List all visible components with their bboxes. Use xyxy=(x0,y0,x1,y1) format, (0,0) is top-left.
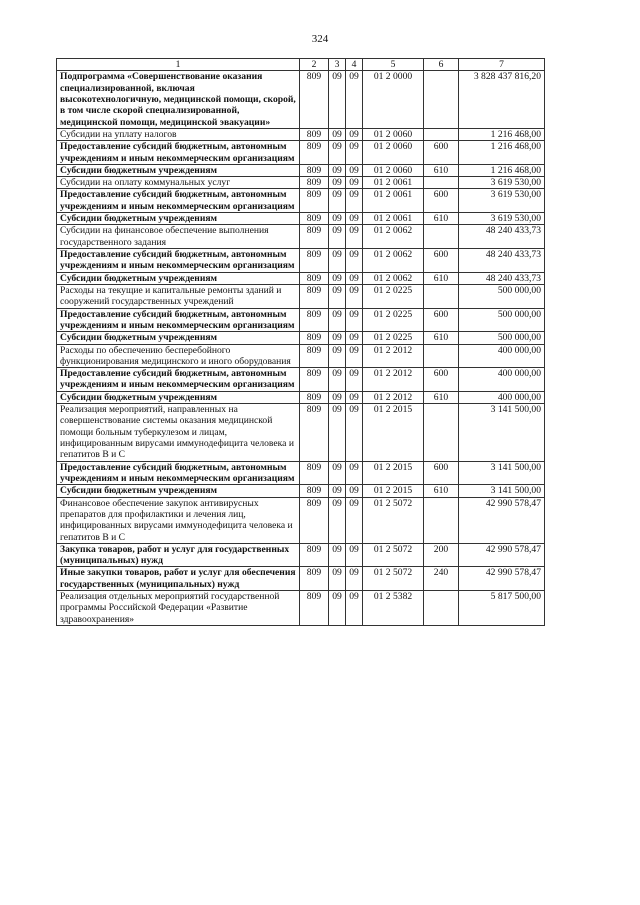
expense-type-cell: 600 xyxy=(424,249,459,273)
subsection-code-cell: 09 xyxy=(346,591,363,626)
row-name-cell: Субсидии бюджетным учреждениям xyxy=(57,391,300,403)
ministry-code-cell: 809 xyxy=(300,567,329,591)
ministry-code-cell: 809 xyxy=(300,249,329,273)
ministry-code-cell: 809 xyxy=(300,591,329,626)
ministry-code-cell: 809 xyxy=(300,284,329,308)
target-code-cell: 01 2 0061 xyxy=(363,213,424,225)
amount-cell: 400 000,00 xyxy=(459,344,545,368)
target-code-cell: 01 2 0060 xyxy=(363,141,424,165)
target-code-cell: 01 2 0225 xyxy=(363,308,424,332)
table-row xyxy=(57,71,545,129)
amount-cell: 400 000,00 xyxy=(459,368,545,392)
ministry-code-cell: 809 xyxy=(300,189,329,213)
amount-cell: 400 000,00 xyxy=(459,391,545,403)
subsection-code-cell: 09 xyxy=(346,567,363,591)
row-name-cell: Расходы по обеспечению бесперебойного функционирования медицинского и иного оборудования xyxy=(57,344,300,368)
row-name-cell: Предоставление субсидий бюджетным, автономным учреждениям и иным некоммерческим организациям xyxy=(57,461,300,485)
header-cell: 1 xyxy=(57,59,300,71)
target-code-cell: 01 2 0225 xyxy=(363,284,424,308)
amount-cell: 3 619 530,00 xyxy=(459,213,545,225)
ministry-code-cell: 809 xyxy=(300,344,329,368)
table-row xyxy=(57,249,545,273)
row-name-cell: Предоставление субсидий бюджетным, автономным учреждениям и иным некоммерческим организациям xyxy=(57,141,300,165)
table-row xyxy=(57,308,545,332)
expense-type-cell: 610 xyxy=(424,272,459,284)
table-row xyxy=(57,225,545,249)
expense-type-cell: 600 xyxy=(424,141,459,165)
target-code-cell: 01 2 0225 xyxy=(363,332,424,344)
row-name-cell: Субсидии бюджетным учреждениям xyxy=(57,213,300,225)
row-name-cell: Субсидии на финансовое обеспечение выполнения государственного задания xyxy=(57,225,300,249)
row-name-cell: Предоставление субсидий бюджетным, автономным учреждениям и иным некоммерческим организациям xyxy=(57,368,300,392)
target-code-cell: 01 2 2015 xyxy=(363,461,424,485)
target-code-cell: 01 2 5072 xyxy=(363,497,424,543)
subsection-code-cell: 09 xyxy=(346,344,363,368)
target-code-cell: 01 2 2015 xyxy=(363,485,424,497)
header-cell: 6 xyxy=(424,59,459,71)
target-code-cell: 01 2 2012 xyxy=(363,368,424,392)
ministry-code-cell: 809 xyxy=(300,213,329,225)
section-code-cell: 09 xyxy=(329,461,346,485)
section-code-cell: 09 xyxy=(329,567,346,591)
section-code-cell: 09 xyxy=(329,591,346,626)
section-code-cell: 09 xyxy=(329,485,346,497)
amount-cell: 42 990 578,47 xyxy=(459,543,545,567)
amount-cell: 500 000,00 xyxy=(459,284,545,308)
header-cell: 3 xyxy=(329,59,346,71)
table-row xyxy=(57,404,545,462)
target-code-cell: 01 2 0060 xyxy=(363,128,424,140)
target-code-cell: 01 2 0062 xyxy=(363,249,424,273)
amount-cell: 42 990 578,47 xyxy=(459,567,545,591)
row-name-cell: Субсидии на уплату налогов xyxy=(57,128,300,140)
expense-type-cell: 610 xyxy=(424,213,459,225)
amount-cell: 3 141 500,00 xyxy=(459,485,545,497)
expense-type-cell: 240 xyxy=(424,567,459,591)
amount-cell: 1 216 468,00 xyxy=(459,141,545,165)
expense-type-cell: 600 xyxy=(424,461,459,485)
subsection-code-cell: 09 xyxy=(346,177,363,189)
row-name-cell: Реализация мероприятий, направленных на совершенствование системы оказания медицинской помощи больным туберкулезом и лицам, инфицированным вирусами иммунодефицита человека и гепатитов В и С xyxy=(57,404,300,462)
section-code-cell: 09 xyxy=(329,177,346,189)
subsection-code-cell: 09 xyxy=(346,391,363,403)
ministry-code-cell: 809 xyxy=(300,332,329,344)
expense-type-cell: 610 xyxy=(424,485,459,497)
expense-type-cell xyxy=(424,71,459,129)
expense-type-cell xyxy=(424,128,459,140)
row-name-cell: Подпрограмма «Совершенствование оказания специализированной, включая высокотехнологичную, медицинской помощи, скорой, в том числе скорой специализированной, медицинской помощи, медицинской эвакуации» xyxy=(57,71,300,129)
target-code-cell: 01 2 0000 xyxy=(363,71,424,129)
table-row xyxy=(57,543,545,567)
expense-type-cell: 600 xyxy=(424,308,459,332)
table-row xyxy=(57,189,545,213)
ministry-code-cell: 809 xyxy=(300,164,329,176)
ministry-code-cell: 809 xyxy=(300,272,329,284)
expense-type-cell xyxy=(424,225,459,249)
table-row xyxy=(57,332,545,344)
subsection-code-cell: 09 xyxy=(346,461,363,485)
subsection-code-cell: 09 xyxy=(346,249,363,273)
expense-type-cell xyxy=(424,591,459,626)
target-code-cell: 01 2 2012 xyxy=(363,344,424,368)
subsection-code-cell: 09 xyxy=(346,543,363,567)
section-code-cell: 09 xyxy=(329,164,346,176)
target-code-cell: 01 2 2012 xyxy=(363,391,424,403)
table-row xyxy=(57,177,545,189)
header-cell: 4 xyxy=(346,59,363,71)
ministry-code-cell: 809 xyxy=(300,308,329,332)
section-code-cell: 09 xyxy=(329,344,346,368)
subsection-code-cell: 09 xyxy=(346,272,363,284)
amount-cell: 1 216 468,00 xyxy=(459,128,545,140)
section-code-cell: 09 xyxy=(329,189,346,213)
row-name-cell: Предоставление субсидий бюджетным, автономным учреждениям и иным некоммерческим организациям xyxy=(57,308,300,332)
amount-cell: 500 000,00 xyxy=(459,332,545,344)
target-code-cell: 01 2 5072 xyxy=(363,543,424,567)
section-code-cell: 09 xyxy=(329,141,346,165)
section-code-cell: 09 xyxy=(329,308,346,332)
section-code-cell: 09 xyxy=(329,272,346,284)
table-row xyxy=(57,213,545,225)
amount-cell: 3 619 530,00 xyxy=(459,177,545,189)
section-code-cell: 09 xyxy=(329,249,346,273)
section-code-cell: 09 xyxy=(329,332,346,344)
ministry-code-cell: 809 xyxy=(300,497,329,543)
amount-cell: 48 240 433,73 xyxy=(459,272,545,284)
section-code-cell: 09 xyxy=(329,71,346,129)
ministry-code-cell: 809 xyxy=(300,71,329,129)
amount-cell: 3 141 500,00 xyxy=(459,461,545,485)
subsection-code-cell: 09 xyxy=(346,189,363,213)
table-row xyxy=(57,591,545,626)
expense-type-cell: 610 xyxy=(424,332,459,344)
expense-type-cell xyxy=(424,177,459,189)
expense-type-cell: 610 xyxy=(424,391,459,403)
subsection-code-cell: 09 xyxy=(346,284,363,308)
row-name-cell: Иные закупки товаров, работ и услуг для обеспечения государственных (муниципальных) нужд xyxy=(57,567,300,591)
expense-type-cell: 200 xyxy=(424,543,459,567)
subsection-code-cell: 09 xyxy=(346,368,363,392)
amount-cell: 5 817 500,00 xyxy=(459,591,545,626)
amount-cell: 3 619 530,00 xyxy=(459,189,545,213)
target-code-cell: 01 2 0060 xyxy=(363,164,424,176)
row-name-cell: Субсидии бюджетным учреждениям xyxy=(57,485,300,497)
expense-type-cell xyxy=(424,497,459,543)
subsection-code-cell: 09 xyxy=(346,128,363,140)
row-name-cell: Субсидии бюджетным учреждениям xyxy=(57,164,300,176)
amount-cell: 3 828 437 816,20 xyxy=(459,71,545,129)
table-row xyxy=(57,485,545,497)
subsection-code-cell: 09 xyxy=(346,332,363,344)
section-code-cell: 09 xyxy=(329,128,346,140)
row-name-cell: Закупка товаров, работ и услуг для государственных (муниципальных) нужд xyxy=(57,543,300,567)
table-row xyxy=(57,461,545,485)
row-name-cell: Предоставление субсидий бюджетным, автономным учреждениям и иным некоммерческим организациям xyxy=(57,249,300,273)
ministry-code-cell: 809 xyxy=(300,177,329,189)
target-code-cell: 01 2 5072 xyxy=(363,567,424,591)
row-name-cell: Субсидии на оплату коммунальных услуг xyxy=(57,177,300,189)
table-row xyxy=(57,272,545,284)
table-row xyxy=(57,497,545,543)
table-row xyxy=(57,391,545,403)
subsection-code-cell: 09 xyxy=(346,71,363,129)
subsection-code-cell: 09 xyxy=(346,213,363,225)
ministry-code-cell: 809 xyxy=(300,225,329,249)
ministry-code-cell: 809 xyxy=(300,368,329,392)
amount-cell: 500 000,00 xyxy=(459,308,545,332)
expense-type-cell: 600 xyxy=(424,368,459,392)
ministry-code-cell: 809 xyxy=(300,404,329,462)
section-code-cell: 09 xyxy=(329,213,346,225)
table-row xyxy=(57,567,545,591)
expense-type-cell xyxy=(424,344,459,368)
section-code-cell: 09 xyxy=(329,225,346,249)
ministry-code-cell: 809 xyxy=(300,485,329,497)
subsection-code-cell: 09 xyxy=(346,485,363,497)
section-code-cell: 09 xyxy=(329,497,346,543)
ministry-code-cell: 809 xyxy=(300,543,329,567)
amount-cell: 48 240 433,73 xyxy=(459,249,545,273)
header-cell: 7 xyxy=(459,59,545,71)
ministry-code-cell: 809 xyxy=(300,461,329,485)
table-row xyxy=(57,128,545,140)
ministry-code-cell: 809 xyxy=(300,128,329,140)
target-code-cell: 01 2 0062 xyxy=(363,225,424,249)
subsection-code-cell: 09 xyxy=(346,164,363,176)
row-name-cell: Реализация отдельных мероприятий государственной программы Российской Федерации «Развитие здравоохранения» xyxy=(57,591,300,626)
target-code-cell: 01 2 0061 xyxy=(363,177,424,189)
table-row xyxy=(57,284,545,308)
row-name-cell: Расходы на текущие и капитальные ремонты зданий и сооружений государственных учреждений xyxy=(57,284,300,308)
target-code-cell: 01 2 0062 xyxy=(363,272,424,284)
header-cell: 5 xyxy=(363,59,424,71)
amount-cell: 42 990 578,47 xyxy=(459,497,545,543)
subsection-code-cell: 09 xyxy=(346,497,363,543)
expense-type-cell: 600 xyxy=(424,189,459,213)
section-code-cell: 09 xyxy=(329,284,346,308)
table-row xyxy=(57,344,545,368)
budget-table xyxy=(56,58,545,626)
subsection-code-cell: 09 xyxy=(346,225,363,249)
ministry-code-cell: 809 xyxy=(300,141,329,165)
row-name-cell: Финансовое обеспечение закупок антивирусных препаратов для профилактики и лечения лиц, инфицированных вирусами иммунодефицита человека и гепатитов В и С xyxy=(57,497,300,543)
amount-cell: 1 216 468,00 xyxy=(459,164,545,176)
section-code-cell: 09 xyxy=(329,543,346,567)
amount-cell: 48 240 433,73 xyxy=(459,225,545,249)
section-code-cell: 09 xyxy=(329,368,346,392)
page-number: 324 xyxy=(311,33,329,45)
table-row xyxy=(57,141,545,165)
target-code-cell: 01 2 5382 xyxy=(363,591,424,626)
subsection-code-cell: 09 xyxy=(346,404,363,462)
expense-type-cell xyxy=(424,284,459,308)
target-code-cell: 01 2 2015 xyxy=(363,404,424,462)
target-code-cell: 01 2 0061 xyxy=(363,189,424,213)
header-row xyxy=(57,59,545,71)
header-cell: 2 xyxy=(300,59,329,71)
row-name-cell: Субсидии бюджетным учреждениям xyxy=(57,272,300,284)
section-code-cell: 09 xyxy=(329,391,346,403)
section-code-cell: 09 xyxy=(329,404,346,462)
expense-type-cell xyxy=(424,404,459,462)
subsection-code-cell: 09 xyxy=(346,308,363,332)
expense-type-cell: 610 xyxy=(424,164,459,176)
row-name-cell: Субсидии бюджетным учреждениям xyxy=(57,332,300,344)
subsection-code-cell: 09 xyxy=(346,141,363,165)
table-row xyxy=(57,368,545,392)
amount-cell: 3 141 500,00 xyxy=(459,404,545,462)
table-row xyxy=(57,164,545,176)
ministry-code-cell: 809 xyxy=(300,391,329,403)
row-name-cell: Предоставление субсидий бюджетным, автономным учреждениям и иным некоммерческим организациям xyxy=(57,189,300,213)
